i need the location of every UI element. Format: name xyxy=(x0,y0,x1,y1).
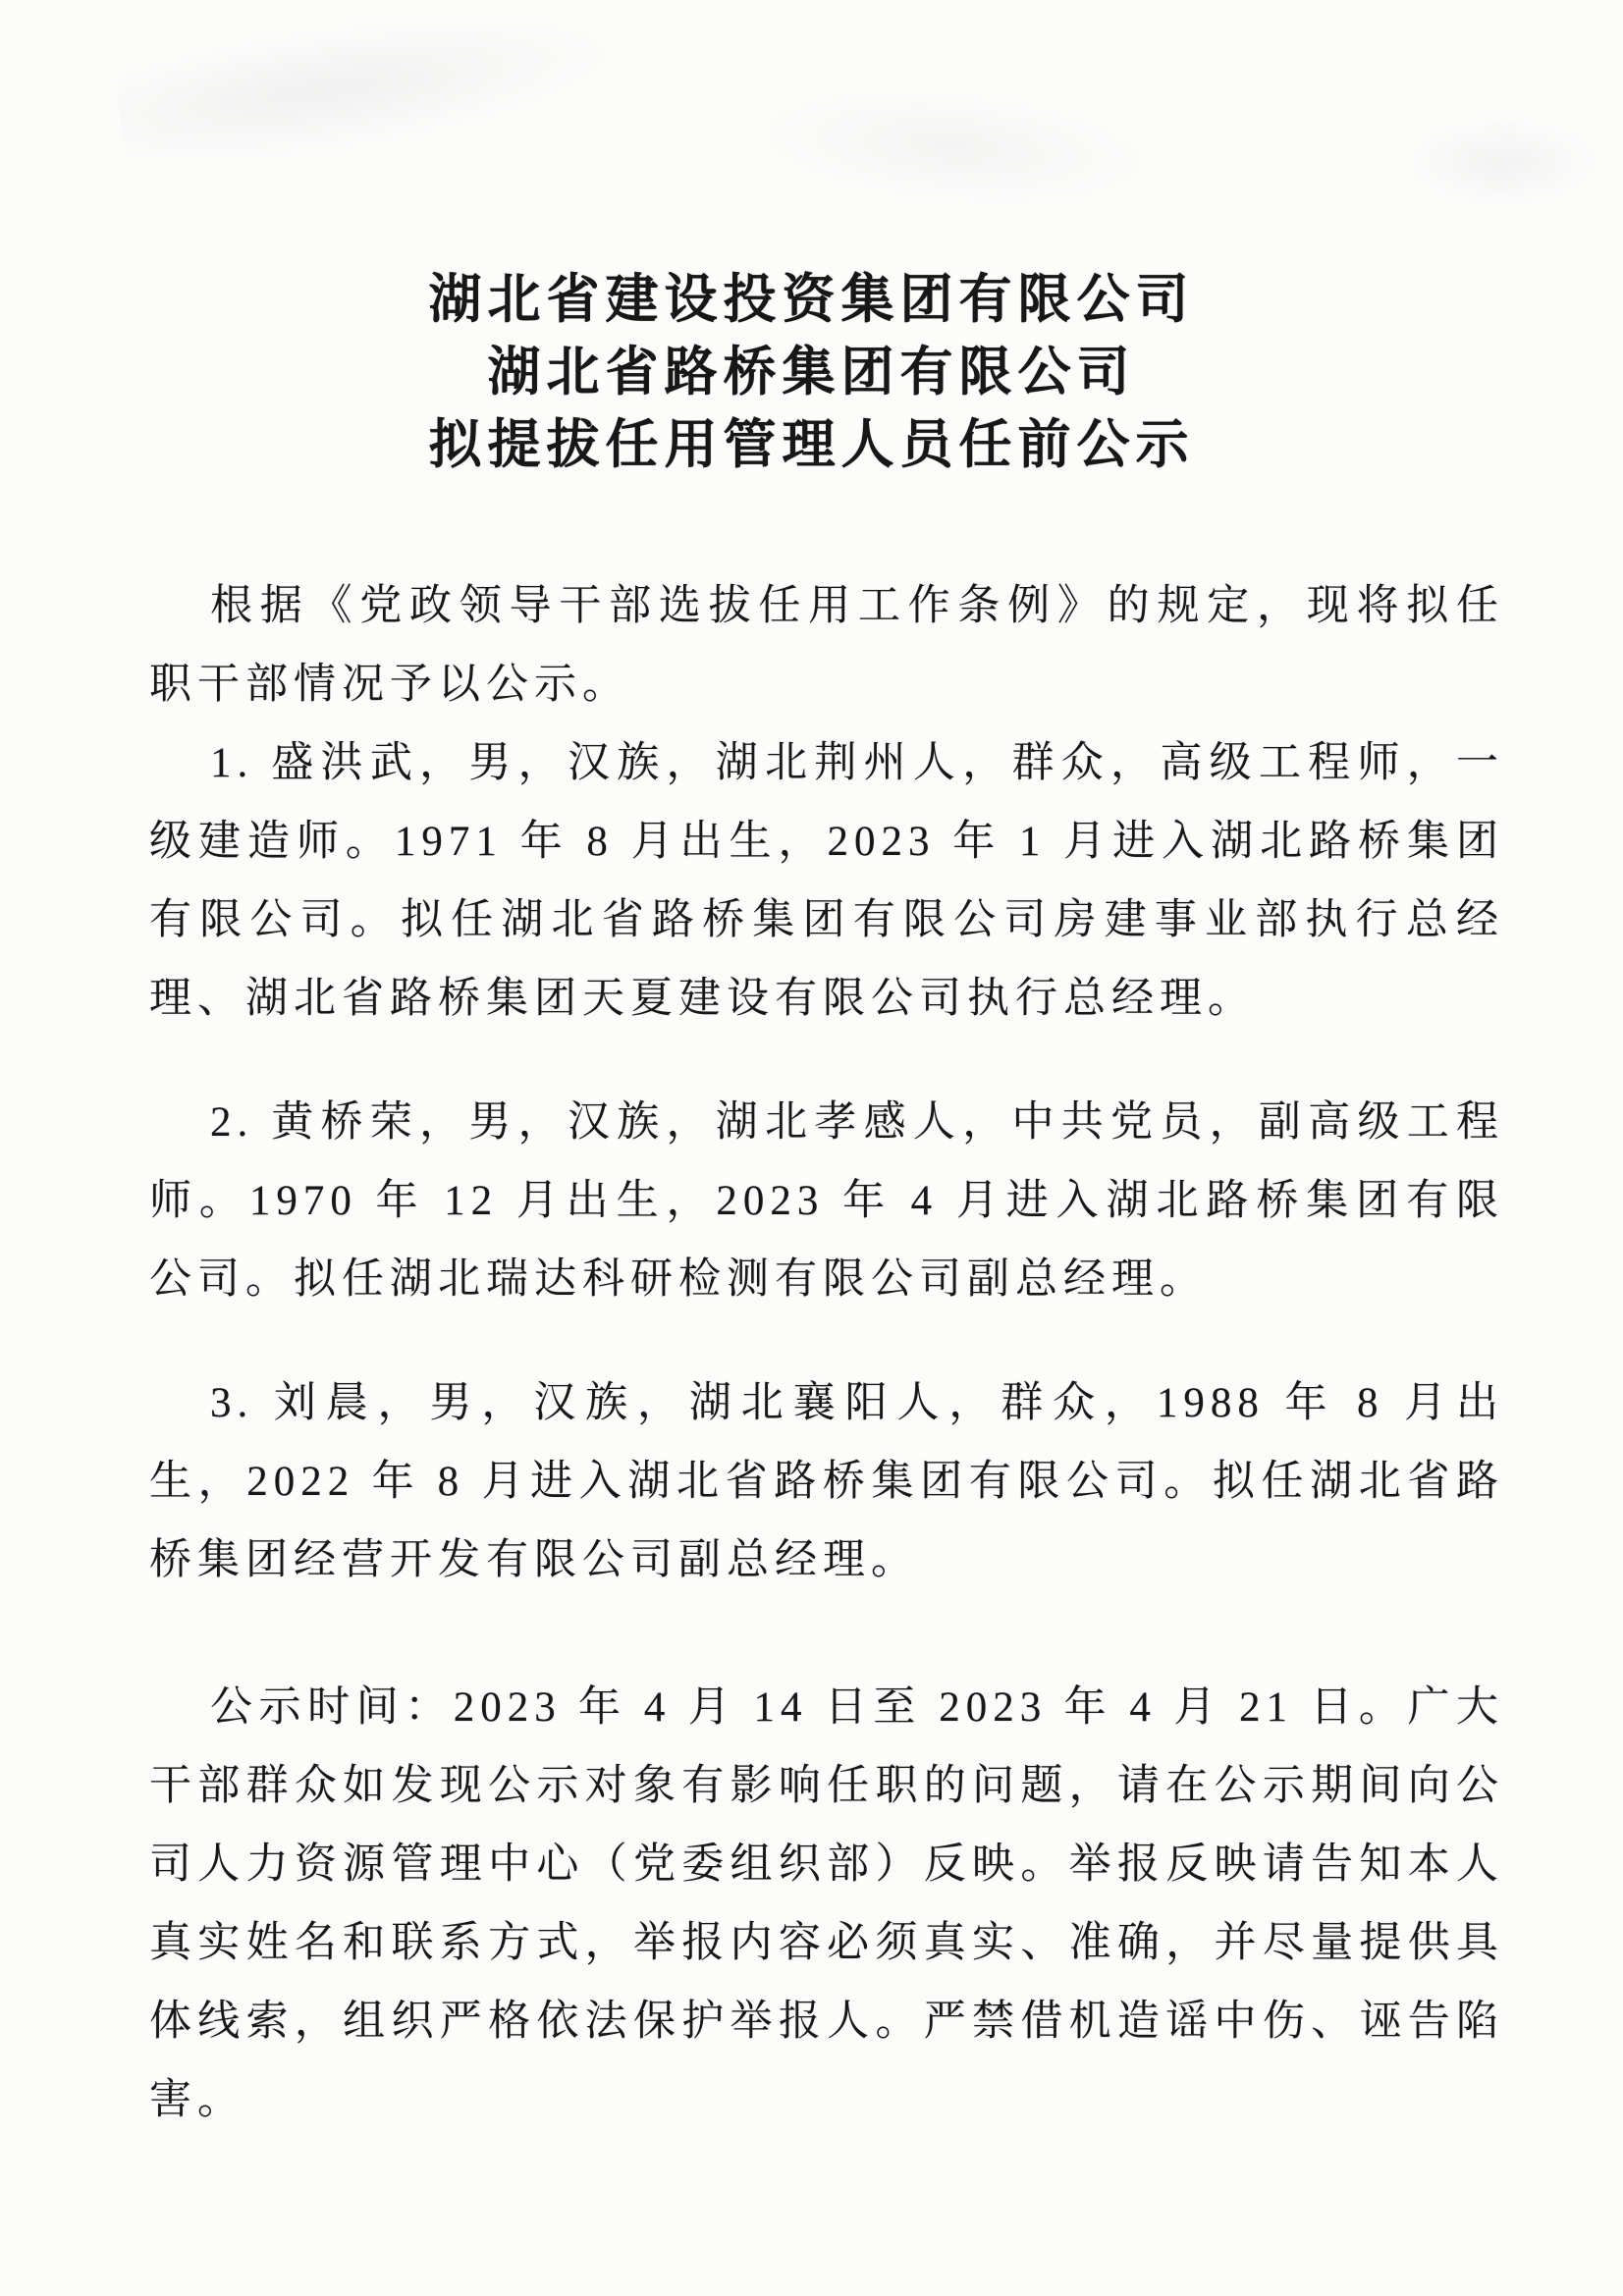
paragraph-candidate-2: 2. 黄桥荣，男，汉族，湖北孝感人，中共党员，副高级工程师。1970 年 12 月出生，2023 年 4 月进入湖北路桥集团有限公司。拟任湖北瑞达科研检测有限公司副总经理。 xyxy=(149,1099,1504,1303)
document-title xyxy=(88,0,1535,481)
document-title-line-2: 湖北省路桥集团有限公司 xyxy=(487,343,1136,401)
paragraph-candidate-1: 1. 盛洪武，男，汉族，湖北荆州人，群众，高级工程师，一级建造师。1971 年 8 月出生，2023 年 1 月进入湖北路桥集团有限公司。拟任湖北省路桥集团有限公司房建事业部执行总经理、湖北省路桥集团天夏建设有限公司执行总经理。 xyxy=(149,740,1504,1022)
document-title-line-1: 湖北省建设投资集团有限公司 xyxy=(428,270,1195,329)
document-title-line-3: 拟提拔任用管理人员任前公示 xyxy=(428,415,1195,474)
document-body xyxy=(0,567,1623,2140)
paragraph-publicity-period: 公示时间：2023 年 4 月 14 日至 2023 年 4 月 21 日。广大干部群众如发现公示对象有影响任职的问题，请在公示期间向公司人力资源管理中心（党委组织部）反映。举报反映请告知本人真实姓名和联系方式，举报内容必须真实、准确，并尽量提供具体线索，组织严格依法保护举报人。严禁借机造谣中伤、诬告陷害。 xyxy=(149,1684,1504,2123)
paragraph-candidate-3: 3. 刘晨，男，汉族，湖北襄阳人，群众，1988 年 8 月出生，2022 年 8 月进入湖北省路桥集团有限公司。拟任湖北省路桥集团经营开发有限公司副总经理。 xyxy=(149,1380,1504,1583)
paragraph-intro: 根据《党政领导干部选拔任用工作条例》的规定，现将拟任职干部情况予以公示。 xyxy=(149,583,1504,708)
